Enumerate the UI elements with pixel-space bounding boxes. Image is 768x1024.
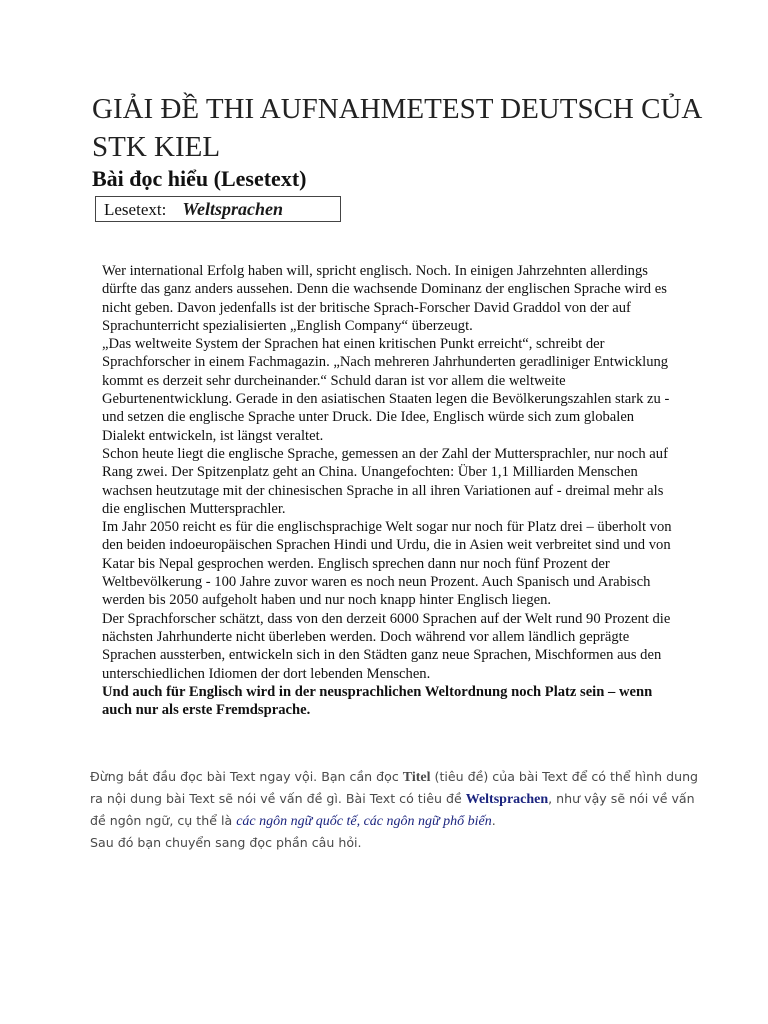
instruction-text: Đừng bắt đầu đọc bài Text ngay vội. Bạn cần đọc: [90, 769, 403, 784]
section-subtitle: Bài đọc hiểu (Lesetext): [92, 166, 307, 191]
instruction-text: (tiêu đề) của bài Text để có thể hình dung ra nội dung bài Text sẽ nói về vấn đề gì. Bài Text có tiêu đề: [90, 769, 699, 806]
vietnamese-instructions: [90, 766, 710, 853]
highlighted-topic: các ngôn ngữ quốc tế, các ngôn ngữ phổ biến: [236, 814, 492, 829]
german-paragraph: „Das weltweite System der Sprachen hat einen kritischen Punkt erreicht“, schreibt der Sprachforscher in einem Fachmagazin. „Nach mehreren Jahrhunderten geradliniger Entwicklung kommt es derzeit sehr durcheinander.“ Schuld daran ist vor allem die weltweite Geburtenentwicklung. Gerade in den asiatischen Staaten legen die Bevölkerungszahlen stark zu - und setzen die englische Sprache unter Druck. Die Idee, Englisch würde sich zum globalen Dialekt entwickeln, ist längst veraltet.: [102, 336, 670, 444]
lesetext-label: Lesetext:: [104, 200, 167, 219]
german-paragraph: Schon heute liegt die englische Sprache, gemessen an der Zahl der Muttersprachler, nur noch auf Rang zwei. Der Spitzenplatz geht an China. Unangefochten: Über 1,1 Milliarden Menschen wachsen heutzutage mit der chinesischen Sprache in all ihren Variationen auf - dreimal mehr als die englischen Muttersprachler.: [102, 445, 668, 517]
instruction-text: .: [491, 813, 496, 828]
titel-term: Titel: [402, 770, 431, 785]
instruction-paragraph: Sau đó bạn chuyển sang đọc phần câu hỏi.: [90, 835, 362, 850]
german-paragraph: Der Sprachforscher schätzt, dass von den derzeit 6000 Sprachen auf der Welt rund 90 Prozent die nächsten Jahrhunderte nicht überleben werden. Doch während vor allem ländlich geprägte Sprachen aussterben, entwickeln sich in den Städten ganz neue Sprachen, Mischformen aus den unterschiedlichen Idiomen der dort lebenden Menschen.: [102, 610, 671, 682]
lesetext-title: Weltsprachen: [182, 199, 283, 219]
lesetext-title-box: [95, 196, 341, 222]
german-paragraph: Wer international Erfolg haben will, spricht englisch. Noch. In einigen Jahrzehnten allerdings dürfte das ganz anders aussehen. Denn die wachsende Dominanz der englischen Sprache wird es nicht geben. Davon jedenfalls ist der britische Sprach-Forscher David Graddol von der auf Sprachunterricht spezialisierten „English Company“ überzeugt.: [102, 263, 667, 334]
instruction-paragraph: [90, 766, 710, 832]
instruction-text: , như vậy sẽ nói về vấn đề ngôn ngữ, cụ thể là: [90, 791, 695, 828]
page-title: GIẢI ĐỀ THI AUFNAHMETEST DEUTSCH CỦA STK KIEL: [92, 93, 701, 163]
german-paragraph: Im Jahr 2050 reicht es für die englischsprachige Welt sogar nur noch für Platz drei – überholt von den beiden indoeuropäischen Sprachen Hindi und Urdu, die in Asien weit verbreitet sind und von Katar bis Nepal gesprochen werden. Englisch sprechen dann nur noch fünf Prozent der Weltbevölkerung - 100 Jahre zuvor waren es noch neun Prozent. Auch Spanisch und Arabisch werden bis 2050 aufgeholt haben und nur noch knapp hinter Englisch liegen.: [102, 519, 672, 609]
german-paragraph: Und auch für Englisch wird in der neusprachlichen Weltordnung noch Platz sein – wenn auch nur als erste Fremdsprache.: [102, 683, 653, 719]
weltsprachen-term: Weltsprachen: [465, 792, 549, 807]
german-reading-text: [102, 262, 672, 719]
